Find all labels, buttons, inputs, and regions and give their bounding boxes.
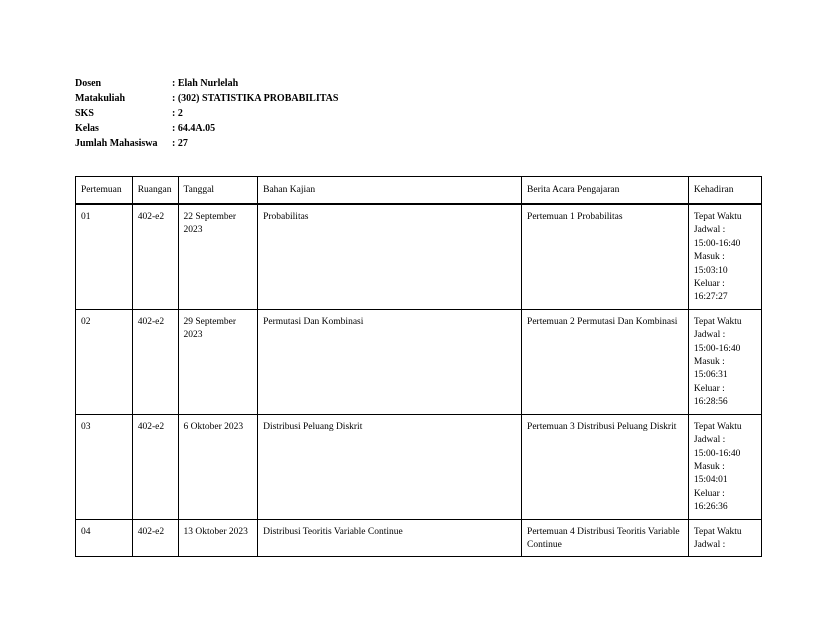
cell-tanggal: 29 September 2023	[178, 309, 258, 414]
column-header-bahan-kajian: Bahan Kajian	[258, 177, 522, 205]
cell-ruangan: 402-e2	[132, 519, 178, 557]
table-header-row	[76, 177, 762, 205]
cell-bahan-kajian: Distribusi Peluang Diskrit	[258, 414, 522, 519]
attendance-status: Tepat Waktu	[693, 212, 742, 222]
attendance-out-value: 16:28:56	[693, 397, 728, 408]
column-header-kehadiran: Kehadiran	[688, 177, 761, 205]
attendance-status: Tepat Waktu	[693, 421, 742, 432]
cell-kehadiran	[688, 414, 761, 519]
cell-berita-acara: Pertemuan 4 Distribusi Teoritis Variable Continue	[522, 519, 689, 557]
cell-tanggal: 22 September 2023	[178, 204, 258, 309]
attendance-schedule-label: Jadwal :	[693, 435, 726, 446]
attendance-out-value: 16:26:36	[693, 502, 728, 513]
attendance-out-label: Keluar :	[693, 279, 725, 290]
cell-pertemuan: 02	[76, 309, 133, 414]
info-row-matakuliah	[75, 91, 338, 106]
cell-tanggal: 13 Oktober 2023	[178, 519, 258, 557]
cell-tanggal: 6 Oktober 2023	[178, 414, 258, 519]
cell-kehadiran	[688, 204, 761, 309]
info-label: Matakuliah	[75, 93, 126, 104]
info-row-jumlah-mahasiswa	[75, 136, 338, 151]
attendance-schedule-value: 15:00-16:40	[693, 448, 741, 459]
column-header-berita-acara: Berita Acara Pengajaran	[522, 177, 689, 205]
cell-ruangan: 402-e2	[132, 309, 178, 414]
column-header-tanggal: Tanggal	[178, 177, 258, 205]
info-value: : (302) STATISTIKA PROBABILITAS	[172, 91, 338, 106]
cell-pertemuan: 04	[76, 519, 133, 557]
table-row	[76, 519, 762, 557]
attendance-in-value: 15:04:01	[693, 475, 728, 486]
cell-berita-acara: Pertemuan 2 Permutasi Dan Kombinasi	[522, 309, 689, 414]
cell-berita-acara: Pertemuan 1 Probabilitas	[522, 204, 689, 309]
table-row	[76, 309, 762, 414]
cell-pertemuan: 01	[76, 204, 133, 309]
attendance-schedule-label: Jadwal :	[693, 225, 726, 236]
cell-ruangan: 402-e2	[132, 204, 178, 309]
attendance-in-label: Masuk :	[693, 461, 725, 472]
column-header-ruangan: Ruangan	[132, 177, 178, 205]
cell-berita-acara: Pertemuan 3 Distribusi Peluang Diskrit	[522, 414, 689, 519]
info-value: : 2	[172, 106, 183, 121]
info-value: : Elah Nurlelah	[172, 76, 238, 91]
info-label: Dosen	[75, 78, 102, 89]
table-row	[76, 204, 762, 309]
attendance-schedule-value: 15:00-16:40	[693, 343, 741, 354]
column-header-pertemuan: Pertemuan	[76, 177, 133, 205]
course-info-header	[75, 76, 338, 151]
info-label: SKS	[75, 108, 94, 119]
cell-bahan-kajian: Permutasi Dan Kombinasi	[258, 309, 522, 414]
attendance-in-label: Masuk :	[693, 252, 725, 263]
teaching-log-table	[75, 176, 762, 557]
attendance-in-label: Masuk :	[693, 357, 725, 368]
cell-ruangan: 402-e2	[132, 414, 178, 519]
cell-kehadiran	[688, 519, 761, 557]
attendance-status: Tepat Waktu	[693, 526, 742, 537]
attendance-in-value: 15:03:10	[693, 265, 728, 276]
cell-pertemuan: 03	[76, 414, 133, 519]
attendance-schedule-label: Jadwal :	[693, 330, 726, 341]
attendance-out-value: 16:27:27	[693, 292, 728, 303]
attendance-schedule-label: Jadwal :	[693, 539, 726, 550]
attendance-in-value: 15:06:31	[693, 370, 728, 381]
info-row-sks	[75, 106, 338, 121]
info-value: : 64.4A.05	[172, 121, 215, 136]
info-label: Jumlah Mahasiswa	[75, 138, 158, 149]
info-value: : 27	[172, 136, 188, 151]
info-row-kelas	[75, 121, 338, 136]
attendance-out-label: Keluar :	[693, 488, 725, 499]
attendance-status: Tepat Waktu	[693, 316, 742, 327]
info-label: Kelas	[75, 123, 99, 134]
info-row-dosen	[75, 76, 338, 91]
cell-bahan-kajian: Probabilitas	[258, 204, 522, 309]
cell-bahan-kajian: Distribusi Teoritis Variable Continue	[258, 519, 522, 557]
attendance-out-label: Keluar :	[693, 383, 725, 394]
cell-kehadiran	[688, 309, 761, 414]
attendance-schedule-value: 15:00-16:40	[693, 238, 741, 249]
table-row	[76, 414, 762, 519]
